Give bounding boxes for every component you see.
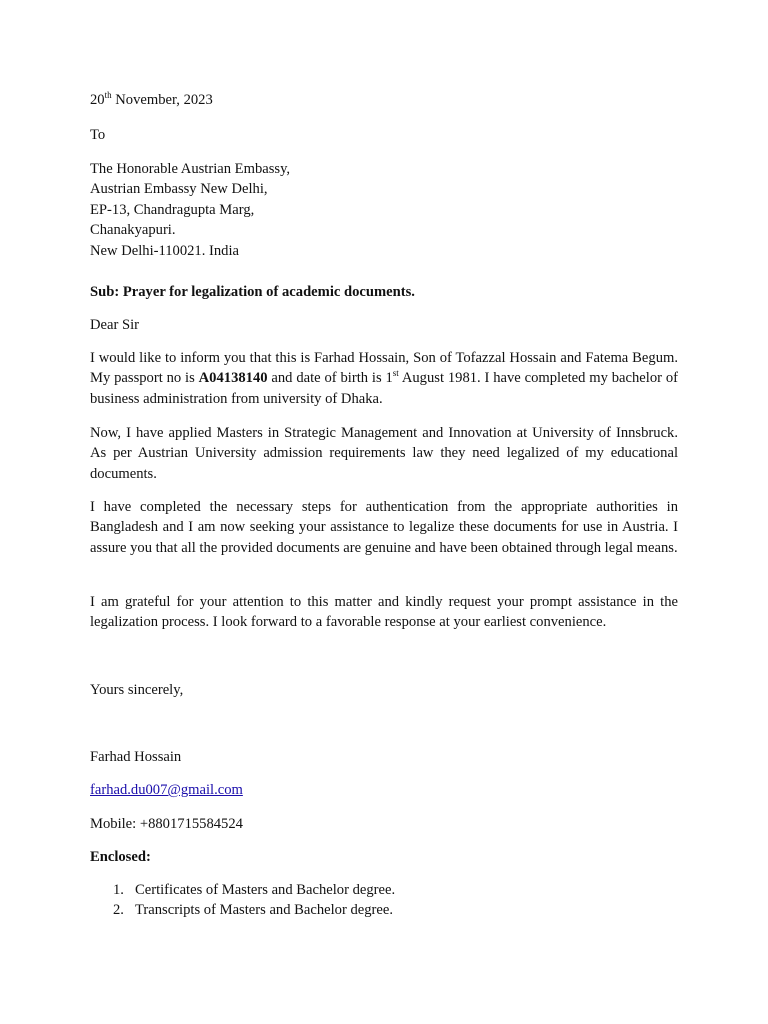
p1-text-c: August 1981. I have completed my bachelor of business administration from university of Dhaka. (90, 370, 678, 407)
list-number: 2. (113, 902, 124, 919)
paragraph-2: Now, I have applied Masters in Strategic Management and Innovation at University of Innsbruck. As per Austrian University admission requirements law they need legalized of my educational documents. (90, 425, 678, 482)
paragraph-1 (90, 348, 678, 409)
p1-text-b: and date of birth is 1 (267, 370, 393, 387)
email-link[interactable]: farhad.du007@gmail.com (90, 782, 243, 798)
passport-number: A04138140 (198, 370, 268, 387)
recipient-address (90, 159, 678, 261)
to-label: To (90, 127, 106, 143)
address-line: EP-13, Chandragupta Marg, (90, 201, 255, 218)
paragraph-4: I am grateful for your attention to this matter and kindly request your prompt assistance in the legalization process. I look forward to a favorable response at your earliest convenience. (90, 594, 678, 631)
date-suffix: th (104, 90, 112, 101)
address-line: Austrian Embassy New Delhi, (90, 181, 268, 198)
list-item (90, 900, 678, 920)
p1-text-a: I would like to inform you that this is Farhad Hossain, Son of Tofazzal Hossain and Fatema Begum. My passport no is (90, 350, 678, 387)
address-line: Chanakyapuri. (90, 222, 176, 239)
paragraph-3: I have completed the necessary steps for authentication from the appropriate authorities in Bangladesh and I am now seeking your assistance to legalize these documents for use in Austria. I assure you that all the provided documents are genuine and have been obtained through legal means. (90, 499, 678, 556)
address-line: New Delhi-110021. India (90, 242, 240, 259)
list-item (90, 880, 678, 900)
date-rest: November, 2023 (111, 92, 213, 108)
dob-suffix: st (392, 368, 399, 379)
mobile-number: Mobile: +8801715584524 (90, 816, 243, 832)
enclosure-list (90, 880, 678, 921)
list-text: Certificates of Masters and Bachelor degree. (135, 882, 396, 898)
date-day: 20 (90, 92, 105, 108)
list-number: 1. (113, 882, 124, 898)
email-line (90, 780, 678, 800)
salutation: Dear Sir (90, 317, 140, 333)
list-text: Transcripts of Masters and Bachelor degree. (135, 902, 394, 919)
address-line: The Honorable Austrian Embassy, (90, 161, 291, 177)
letter-date (90, 90, 678, 110)
subject-line: Sub: Prayer for legalization of academic documents. (90, 284, 415, 300)
signature-name: Farhad Hossain (90, 749, 182, 765)
enclosed-label: Enclosed: (90, 849, 151, 865)
closing: Yours sincerely, (90, 682, 184, 698)
